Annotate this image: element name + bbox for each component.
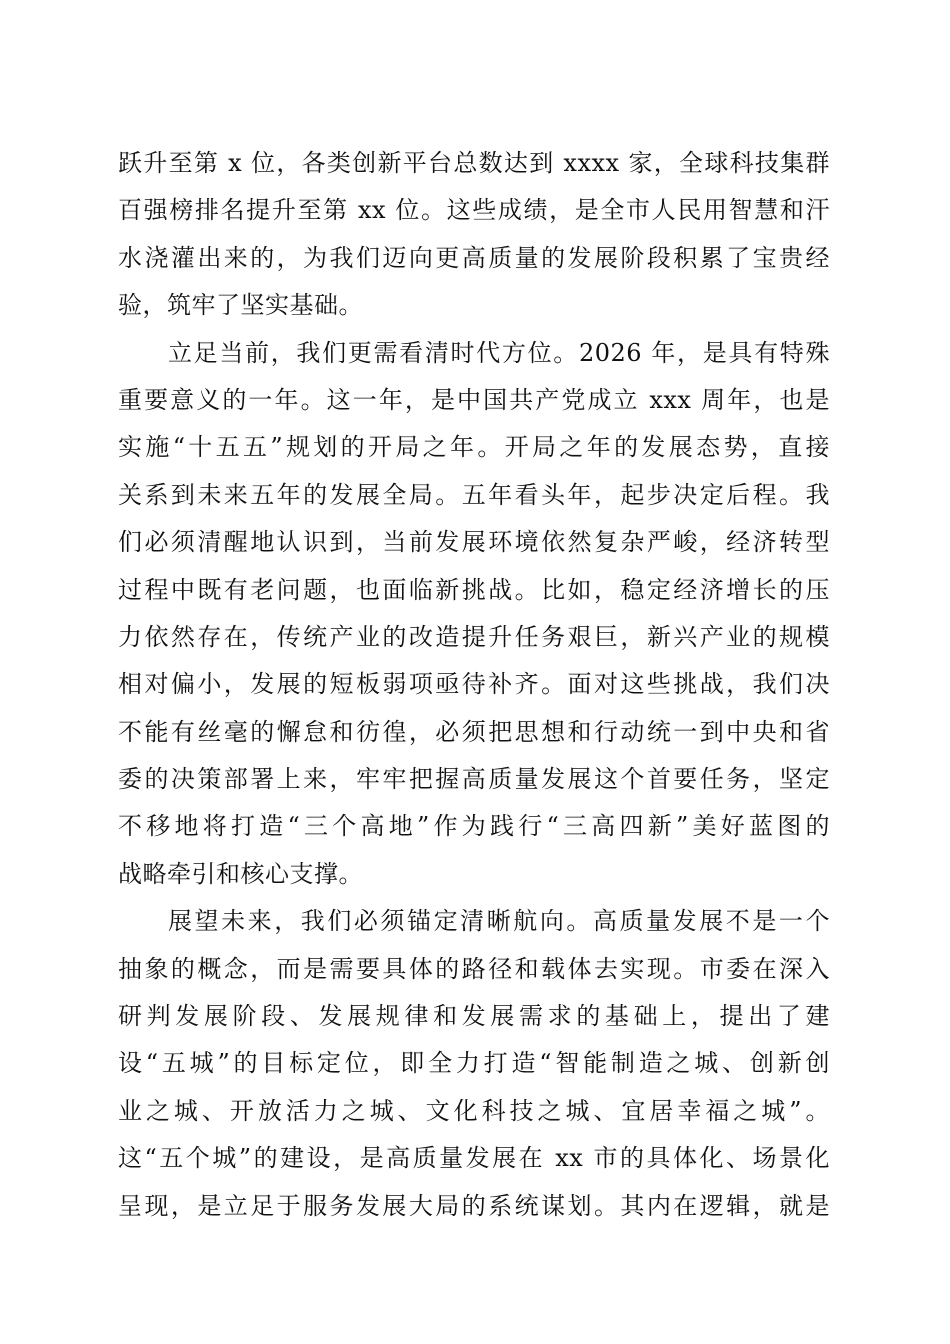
text-line: 不移地将打造“三个高地”作为践行“三高四新”美好蓝图的	[118, 812, 830, 841]
text-line: 研判发展阶段、发展规律和发展需求的基础上，提出了建	[118, 1002, 830, 1031]
text-line: 业之城、开放活力之城、文化科技之城、宜居幸福之城”。	[118, 1096, 830, 1125]
text-line: 重要意义的一年。这一年，是中国共产党成立 xxx 周年，也是	[118, 385, 830, 414]
text-line: 设“五城”的目标定位，即全力打造“智能制造之城、创新创	[118, 1049, 830, 1078]
text-line: 百强榜排名提升至第 xx 位。这些成绩，是全市人民用智慧和汗	[118, 196, 830, 225]
text-line: 相对偏小，发展的短板弱项亟待补齐。面对这些挑战，我们决	[118, 670, 830, 699]
body-text	[118, 140, 830, 1230]
text-line: 力依然存在，传统产业的改造提升任务艰巨，新兴产业的规模	[118, 622, 830, 651]
text-line: 验，筑牢了坚实基础。	[118, 291, 363, 320]
text-line: 这“五个城”的建设，是高质量发展在 xx 市的具体化、场景化	[118, 1144, 830, 1173]
text-line: 不能有丝毫的懈怠和彷徨，必须把思想和行动统一到中央和省	[118, 717, 830, 746]
text-line: 实施“十五五”规划的开局之年。开局之年的发展态势，直接	[118, 433, 830, 462]
text-line: 跃升至第 x 位，各类创新平台总数达到 xxxx 家，全球科技集群	[118, 149, 830, 177]
text-line: 们必须清醒地认识到，当前发展环境依然复杂严峻，经济转型	[118, 528, 830, 557]
text-line: 关系到未来五年的发展全局。五年看头年，起步决定后程。我	[118, 480, 830, 509]
text-line: 水浇灌出来的，为我们迈向更高质量的发展阶段积累了宝贵经	[118, 243, 830, 272]
text-line: 战略牵引和核心支撑。	[118, 859, 363, 888]
text-line: 委的决策部署上来，牢牢把握高质量发展这个首要任务，坚定	[118, 765, 830, 794]
text-line: 过程中既有老问题，也面临新挑战。比如，稳定经济增长的压	[118, 575, 830, 604]
text-line: 抽象的概念，而是需要具体的路径和载体去实现。市委在深入	[118, 954, 830, 983]
text-line: 立足当前，我们更需看清时代方位。2026 年，是具有特殊	[168, 338, 830, 367]
text-line: 展望未来，我们必须锚定清晰航向。高质量发展不是一个	[168, 907, 830, 936]
text-line: 呈现，是立足于服务发展大局的系统谋划。其内在逻辑，就是	[118, 1191, 830, 1220]
